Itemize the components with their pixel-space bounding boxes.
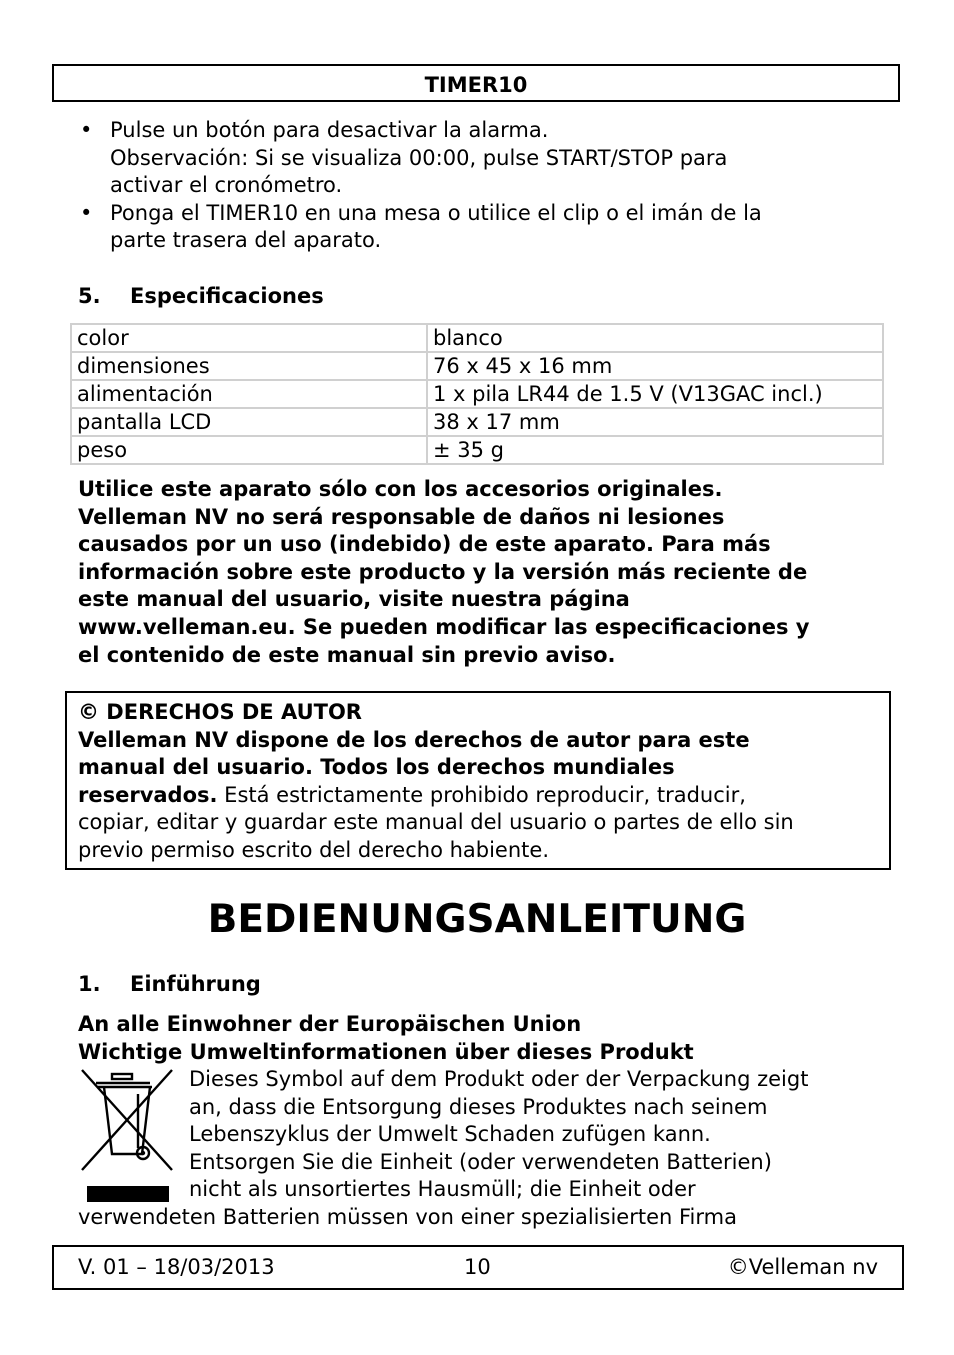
eu-heading-line: An alle Einwohner der Europäischen Union	[78, 1012, 582, 1036]
paragraph-line: verwendeten Batterien müssen von einer spezialisierten Firma	[78, 1205, 737, 1229]
table-row	[71, 352, 883, 380]
table-cell: ± 35 g	[427, 436, 883, 464]
table-row	[71, 408, 883, 436]
copyright-line: previo permiso escrito del derecho habiente.	[78, 837, 549, 862]
table-row	[71, 324, 883, 352]
copyright-line: Está estrictamente prohibido reproducir, traducir,	[217, 782, 746, 807]
table-cell: blanco	[427, 324, 883, 352]
table-cell: dimensiones	[71, 352, 427, 380]
header-title: TIMER10	[424, 73, 528, 97]
copyright-heading: © DERECHOS DE AUTOR	[78, 700, 362, 724]
bullet-line: parte trasera del aparato.	[110, 228, 382, 253]
footer-copyright: ©Velleman nv	[727, 1255, 878, 1279]
copyright-line: manual del usuario. Todos los derechos mundiales	[78, 755, 675, 780]
weee-paragraph	[78, 1066, 878, 1232]
table-cell: alimentación	[71, 380, 427, 408]
paragraph-line: an, dass die Entsorgung dieses Produktes nach seinem	[189, 1094, 768, 1119]
specifications-table	[70, 323, 884, 465]
table-row	[71, 380, 883, 408]
section-title: Einführung	[130, 972, 261, 996]
bullet-line: Observación: Si se visualiza 00:00, pulse START/STOP para	[110, 145, 728, 170]
page-header	[52, 64, 900, 102]
notice-line: causados por un uso (indebido) de este aparato. Para más	[78, 532, 771, 557]
bullet-list	[78, 117, 868, 255]
copyright-box	[65, 691, 891, 870]
copyright-line: copiar, editar y guardar este manual del usuario o partes de ello sin	[78, 810, 794, 835]
bullet-line: activar el cronómetro.	[110, 173, 343, 198]
list-item	[78, 200, 868, 255]
eu-heading-line: Wichtige Umweltinformationen über dieses Produkt	[78, 1039, 694, 1064]
table-cell: pantalla LCD	[71, 408, 427, 436]
table-cell: 38 x 17 mm	[427, 408, 883, 436]
eu-heading	[78, 1011, 878, 1066]
notice-line: este manual del usuario, visite nuestra página	[78, 587, 630, 612]
table-cell: peso	[71, 436, 427, 464]
bullet-line: Pulse un botón para desactivar la alarma.	[110, 118, 549, 142]
table-cell: 1 x pila LR44 de 1.5 V (V13GAC incl.)	[427, 380, 883, 408]
paragraph-line: Entsorgen Sie die Einheit (oder verwendeten Batterien)	[189, 1149, 772, 1174]
section-title: Especificaciones	[130, 284, 324, 308]
notice-line: el contenido de este manual sin previo aviso.	[78, 642, 616, 667]
notice-line: información sobre este producto y la versión más reciente de	[78, 559, 808, 584]
manual-title: BEDIENUNGSANLEITUNG	[207, 897, 747, 942]
table-cell: 76 x 45 x 16 mm	[427, 352, 883, 380]
section-number: 5.	[78, 284, 101, 308]
notice-line: Utilice este aparato sólo con los accesorios originales.	[78, 477, 723, 501]
bullet-icon: •	[80, 118, 93, 142]
notice-line: Velleman NV no será responsable de daños ni lesiones	[78, 504, 725, 529]
copyright-line: reservados.	[78, 782, 218, 807]
table-row	[71, 436, 883, 464]
notice-line: www.velleman.eu. Se pueden modificar las especificaciones y	[78, 614, 810, 639]
paragraph-line: Dieses Symbol auf dem Produkt oder der Verpackung zeigt	[189, 1067, 809, 1091]
list-item	[78, 117, 868, 200]
table-cell: color	[71, 324, 427, 352]
accessories-notice	[78, 476, 878, 669]
page-number: 10	[464, 1255, 491, 1279]
paragraph-line: nicht als unsortiertes Hausmüll; die Einheit oder	[189, 1177, 696, 1202]
section-heading-introduction	[78, 970, 261, 998]
page-footer	[52, 1245, 904, 1290]
bullet-icon: •	[80, 200, 93, 225]
copyright-line: Velleman NV dispone de los derechos de autor para este	[78, 727, 750, 752]
version-date: V. 01 – 18/03/2013	[78, 1255, 275, 1279]
bullet-line: Ponga el TIMER10 en una mesa o utilice el clip o el imán de la	[110, 200, 762, 225]
section-number: 1.	[78, 972, 101, 996]
paragraph-line: Lebenszyklus der Umwelt Schaden zufügen kann.	[189, 1122, 711, 1147]
section-heading-specifications	[78, 282, 324, 310]
icon-space	[78, 1066, 189, 1204]
